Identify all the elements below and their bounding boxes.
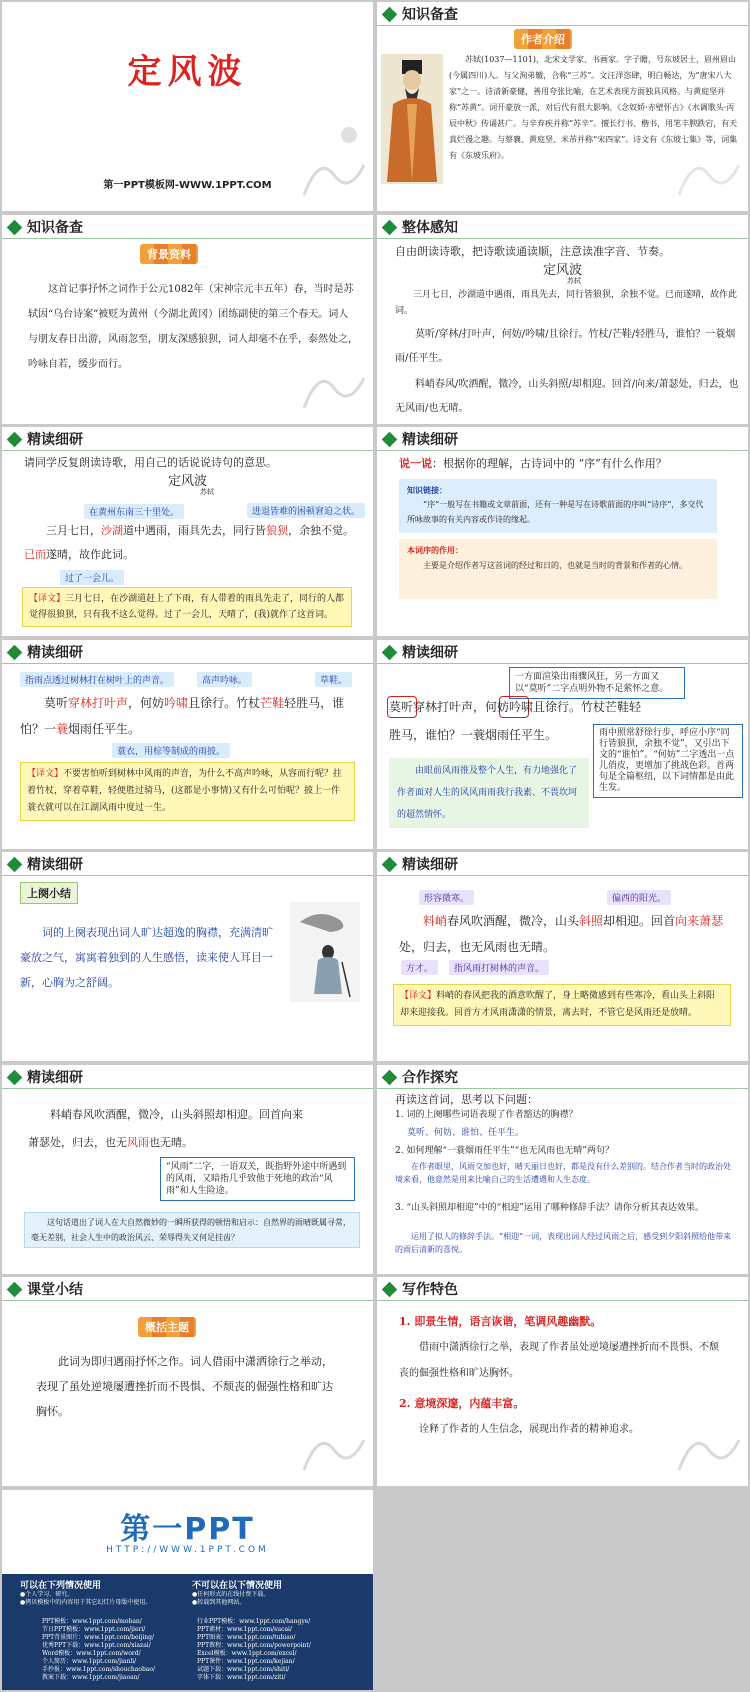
note-label: 【译文】 <box>29 594 66 604</box>
resource-link[interactable]: 教案下载：www.1ppt.com/jiaoan/ <box>42 1674 140 1681</box>
poem-author: 苏轼 <box>200 488 214 496</box>
stanza-text <box>20 690 360 742</box>
highlight: 芒鞋 <box>260 696 285 710</box>
resource-link[interactable]: 行业PPT模板：www.1ppt.com/hangye/ <box>197 1618 311 1625</box>
highlight: 吟啸 <box>164 696 189 710</box>
gloss-yinxiao: 高声吟咏。 <box>197 672 252 687</box>
gloss-suo: 蓑衣，用棕等制成的雨披。 <box>112 743 230 758</box>
preface-sentence <box>24 519 364 567</box>
theme-summary: 此词为即归遇雨抒怀之作。词人借雨中潇洒徐行之举动，表现了虽处逆境屡遭挫折而不畏惧、不颓丧的倔强性格和旷达胸怀。 <box>36 1355 333 1418</box>
stanza-line-2: 胜马，谁怕？一蓑烟雨任平生。 <box>389 728 558 742</box>
green-diamond-icon <box>382 431 398 447</box>
su-shi-portrait <box>381 54 443 184</box>
slide-header <box>377 640 748 664</box>
box-title: 知识链接： <box>407 485 447 495</box>
green-diamond-icon <box>382 1069 398 1085</box>
slide-header <box>377 215 748 239</box>
header-text: 精读细研 <box>402 432 458 448</box>
highlight-fengyu: 风雨 <box>127 1136 149 1149</box>
author-ribbon: 作者介绍 <box>514 29 572 49</box>
stanza-line-1: 莫听穿林打叶声，何妨吟啸且徐行。竹杖芒鞋轻 <box>389 700 642 714</box>
text: 处，归去，也无风雨也无晴。 <box>399 940 556 954</box>
callout-fengyu: “风雨”二字，一语双关，既指野外途中所遇到的风雨，又暗指几乎致他于死地的政治“风雨”和人生险途。 <box>160 1157 355 1201</box>
knowledge-link-box <box>399 479 717 533</box>
translation-note <box>20 762 355 821</box>
slide-14-writing-features[interactable] <box>377 1277 748 1486</box>
header-text: 课堂小结 <box>27 1282 83 1298</box>
slide-5-preface[interactable] <box>2 427 373 636</box>
header-text: 整体感知 <box>402 220 458 236</box>
box-title: 本词序的作用： <box>407 545 463 555</box>
credits-top <box>2 1490 373 1574</box>
green-diamond-icon <box>7 431 23 447</box>
stanza-line-1: 料峭春风吹酒醒，微冷，山头斜照却相迎。回首向来 <box>50 1108 303 1121</box>
resource-link[interactable]: PPT课件：www.1ppt.com/kejian/ <box>197 1658 295 1665</box>
translation-note <box>393 984 731 1026</box>
green-diamond-icon <box>382 856 398 872</box>
question-2: 2. 如何理解“一蓑烟雨任平生”“也无风雨也无晴”两句？ <box>395 1146 614 1156</box>
note-label: 【译文】 <box>27 769 64 779</box>
highlight-yier: 已而 <box>24 548 46 561</box>
slide-header <box>2 852 373 876</box>
text: 却相迎。回 <box>603 914 664 928</box>
slide-header <box>377 427 748 451</box>
slide-header <box>377 1277 748 1301</box>
brand-url: HTTP://WWW.1PPT.COM <box>106 1545 269 1555</box>
poem-title: 定风波 <box>542 263 582 278</box>
slide-12-cooperation[interactable] <box>377 1065 748 1274</box>
gloss-mangxie: 草鞋。 <box>315 672 352 687</box>
summary-text: 词的上阕表现出词人旷达超逸的胸襟，充满清旷豪放之气，寓寓着独到的人生感悟，读来使人耳目一新，心胸为之舒阔。 <box>20 926 273 989</box>
box-text: 主要是介绍作者写这首词的经过和日的，也就是当时的背景和作者的心情。 <box>423 561 687 570</box>
header-text: 精读细研 <box>27 432 83 448</box>
reading-intro: 请同学反复朗读诗歌，用自己的话说说诗句的意思。 <box>24 456 277 469</box>
slide-4-overview[interactable] <box>377 215 748 424</box>
stanza-line-2 <box>28 1129 368 1157</box>
slide-15-credits[interactable] <box>2 1490 373 1690</box>
gloss-xianglai: 方才。 <box>401 960 438 975</box>
question-1: 1. 词的上阕哪些词语表现了作者豁达的胸襟？ <box>395 1110 578 1120</box>
green-diamond-icon <box>382 1281 398 1297</box>
text: 首 <box>663 914 676 928</box>
header-text: 精读细研 <box>402 857 458 873</box>
translation-note <box>22 587 352 627</box>
ink-landscape-decoration <box>299 328 369 418</box>
resource-link[interactable]: PPT模板：www.1ppt.com/moban/ <box>42 1618 142 1625</box>
title-red: 定风波 <box>127 52 248 92</box>
links-left <box>42 1618 192 1682</box>
slide-8-analysis[interactable] <box>377 640 748 849</box>
poem-preface: 三月七日，沙湖道中遇雨，雨具先去，同行皆狼狈，余独不觉。已而遂晴，故作此词。 <box>395 290 738 316</box>
feature-2-body: 诠释了作者的人生信念，展现出作者的精神追求。 <box>419 1424 639 1435</box>
answer-1: 莫听、何妨、谁怕、任平生。 <box>407 1128 525 1138</box>
theme-ribbon: 概括主题 <box>138 1317 196 1337</box>
resource-link[interactable]: PPT素材：www.1ppt.com/sucai/ <box>197 1626 293 1633</box>
gloss-langbei: 进退皆难的困顿窘迫之状。 <box>247 503 365 518</box>
ink-landscape-decoration <box>674 115 744 205</box>
text: 三月七日， <box>46 524 101 537</box>
green-diamond-icon <box>7 1069 23 1085</box>
text: 轻胜马，谁怕？一 <box>20 696 345 736</box>
resource-link[interactable]: 字体下载：www.1ppt.com/ziti/ <box>197 1674 286 1681</box>
slide-13-class-summary[interactable] <box>2 1277 373 1486</box>
allowed-item: ●拷贝模板中的内容用于其它幻灯片母版中使用。 <box>20 1599 152 1606</box>
highlight: 穿林打叶声 <box>68 696 129 710</box>
text: 春风吹酒醒，微冷，山头 <box>447 914 580 928</box>
gloss-chuanlin: 指雨点透过树林打在树叶上的声音。 <box>20 672 174 687</box>
discuss-label: 说一说 <box>399 457 432 470</box>
green-diamond-icon <box>7 219 23 235</box>
credits-bottom <box>2 1574 373 1690</box>
highlight: 料峭 <box>423 914 448 928</box>
green-diamond-icon <box>7 644 23 660</box>
poem-stanza-1: 莫听/穿林/打叶声，何妨/吟啸/且徐行。竹杖/芒鞋/轻胜马，谁怕？一蓑烟雨/任平生。 <box>395 329 736 364</box>
text: 莫听 <box>44 696 69 710</box>
highlight: 斜照 <box>579 914 604 928</box>
background-text: 这首记事抒怀之词作于公元1082年（宋神宗元丰五年）春，当时是苏轼因“乌台诗案”被贬为黄州（今湖北黄冈）团练副使的第三个春天。词人与朋友春日出游，风雨忽至，朋友深感狼狈，词人却毫不在乎，泰然处之，吟咏自若，缓步而行。 <box>28 284 358 370</box>
ink-figure-painting <box>290 902 360 1002</box>
ink-landscape-decoration <box>299 1390 369 1480</box>
stanza-text <box>399 908 744 960</box>
gloss-yier: 过了一会儿。 <box>60 570 124 585</box>
gloss-shahu: 在黄州东南三十里处。 <box>84 504 184 519</box>
highlight: 蓑 <box>56 722 69 736</box>
poem-stanza-2: 料峭春风/吹酒醒，微冷，山头斜照/却相迎。回首/向来/萧瑟处，归去，也无风雨/也无晴。 <box>395 379 739 414</box>
slide-6-preface-function[interactable] <box>377 427 748 636</box>
poem-title: 定风波 <box>167 474 207 489</box>
green-diamond-icon <box>382 6 398 22</box>
forbidden-item: ●转载到其他网站。 <box>192 1599 246 1606</box>
analysis-summary: 由眼前风雨推及整个人生，有力地强化了作者面对人生的风风雨雨我行我素、不畏坎坷的超然情怀。 <box>389 758 589 828</box>
highlight-shahu: 沙湖 <box>101 524 123 537</box>
resource-link[interactable]: 节日PPT模板：www.1ppt.com/jieri/ <box>42 1626 146 1633</box>
feature-1-title: 1. 即景生情，语言诙谐，笔调风趣幽默。 <box>399 1315 602 1328</box>
feature-1-body: 借雨中潇洒徐行之举，表现了作者虽处逆境屡遭挫折而不畏惧、不颓丧的倔强性格和旷达胸怀。 <box>399 1342 719 1379</box>
slide-header <box>377 1065 748 1089</box>
summary-label: 上阕小结 <box>20 882 78 904</box>
note-text: 不要害怕听到树林中风雨的声音，为什么不高声吟咏，从容而行呢？拄着竹杖，穿着草鞋，轻便胜过骑马，(这都是小事情)又有什么可怕呢？披上一件蓑衣就可以在江湖风雨中度过一生。 <box>27 769 343 813</box>
resource-link[interactable]: 个人简历：www.1ppt.com/jianli/ <box>42 1658 137 1665</box>
green-diamond-icon <box>7 1281 23 1297</box>
slide-header <box>377 2 748 26</box>
slide-10-second-stanza[interactable] <box>377 852 748 1061</box>
text: 也无晴。 <box>149 1136 193 1149</box>
gloss-liaoqiao: 形容微寒。 <box>419 890 474 905</box>
preface-function-box <box>399 539 717 599</box>
note-label: 【译文】 <box>400 991 437 1001</box>
callout-mo-ting: 一方面渲染出雨骤风狂，另一方面又以“莫听”二字点明外物不足萦怀之意。 <box>509 667 685 699</box>
highlight-langbei: 狼狈 <box>266 524 288 537</box>
slide-header <box>2 427 373 451</box>
slide-1-title[interactable] <box>2 2 373 211</box>
links-right <box>197 1618 357 1682</box>
header-text: 知识备查 <box>402 7 458 23</box>
slide-7-first-stanza[interactable] <box>2 640 373 849</box>
brand-logo: 第一PPT <box>120 1512 255 1547</box>
forbidden-title: 不可以在以下情况使用 <box>192 1581 283 1591</box>
discussion-intro: 再读这首词，思考以下问题： <box>395 1093 538 1106</box>
text: 道中遇雨，雨具先去，同行皆 <box>123 524 266 537</box>
resource-link[interactable]: 手抄报：www.1ppt.com/shouchaobao/ <box>42 1666 155 1673</box>
text: 烟雨任平生。 <box>68 722 141 736</box>
slide-header <box>2 640 373 664</box>
ink-landscape-decoration <box>674 1390 744 1480</box>
answer-2: 在作者眼里，风雨交加也好，晴天丽日也好，都是没有什么差别的。结合作者当时的政治处境来看，他意然是用来比喻自己的生活遭遇和人生态度。 <box>395 1162 731 1184</box>
discussion-question: 说一说：根据你的理解，古诗词中的 “序”有什么作用？ <box>399 457 667 470</box>
slide-grid <box>2 2 748 1690</box>
box-text: “序”一般写在书籍或文章前面，还有一种是写在诗歌前面的序叫“诗序”，多交代所咏故事的有关内容或作诗的缘起。 <box>407 500 704 524</box>
text: ，余独不觉。 <box>288 524 354 537</box>
slide-3-background[interactable] <box>2 215 373 424</box>
poem-author: 苏轼 <box>567 277 581 285</box>
slide-header <box>2 215 373 239</box>
resource-link[interactable]: PPT图表：www.1ppt.com/tubiao/ <box>197 1634 296 1641</box>
site-subtitle: 第一PPT模板网-WWW.1PPT.COM <box>103 180 272 191</box>
note-text: 料峭的春风把我的酒意吹醒了，身上略微感到有些寒冷，看山头上斜阳却来迎接我。回首方才风雨潇潇的情景，离去时，不管它是风雨还是放晴。 <box>400 991 716 1018</box>
ink-landscape-decoration <box>299 115 369 205</box>
slide-11-fengyu[interactable] <box>2 1065 373 1274</box>
note-text: 三月七日，在沙湖道赶上了下雨，有人带着的雨具先走了，同行的人都觉得很狼狈，只有我不这么觉得。过了一会儿，天晴了，(我)就作了这首词。 <box>29 594 345 620</box>
slide-header <box>2 1065 373 1089</box>
header-text: 合作探究 <box>402 1070 458 1086</box>
highlight: 向来萧瑟 <box>675 914 724 928</box>
forbidden-item: ●任何形式的在线付费下载。 <box>192 1591 270 1598</box>
header-text: 精读细研 <box>402 645 458 661</box>
text: 且徐行。竹杖 <box>188 696 261 710</box>
green-diamond-icon <box>7 856 23 872</box>
feature-2-title: 2. 意境深邃，内蕴丰富。 <box>399 1397 525 1410</box>
resource-link[interactable]: Excel模板：www.1ppt.com/excel/ <box>197 1650 297 1657</box>
insight-summary: 这句话道出了词人在大自然微妙的一瞬所获得的顿悟和启示：自然界的雨晴既属寻常，毫无差别，社会人生中的政治风云、荣辱得失又何足挂齿？ <box>24 1212 360 1248</box>
allowed-title: 可以在下列情况使用 <box>20 1581 102 1591</box>
overview-intro: 自由朗读诗歌，把诗歌读通读顺，注意读准字音、节奏。 <box>395 245 670 258</box>
background-ribbon: 背景资料 <box>140 244 198 264</box>
green-diamond-icon <box>382 644 398 660</box>
resource-link[interactable]: 优秀PPT下载：www.1ppt.com/xiazai/ <box>42 1642 151 1649</box>
header-text: 精读细研 <box>27 857 83 873</box>
gloss-xiezhao: 偏西的阳光。 <box>607 890 671 905</box>
header-text: 精读细研 <box>27 1070 83 1086</box>
allowed-item: ●个人学习、研究。 <box>20 1591 74 1598</box>
header-text: 写作特色 <box>402 1282 458 1298</box>
resource-link[interactable]: PPT背景图片：www.1ppt.com/beijing/ <box>42 1634 154 1641</box>
question-3: 3. “山头斜照却相迎”中的“相迎”运用了哪种修辞手法？请你分析其表达效果。 <box>395 1203 704 1213</box>
slide-9-summary[interactable] <box>2 852 373 1061</box>
gloss-xiaose: 指风雨打树林的声音。 <box>449 960 549 975</box>
slide-2-author[interactable] <box>377 2 748 211</box>
resource-link[interactable]: 试题下载：www.1ppt.com/shiti/ <box>197 1666 290 1673</box>
answer-3: 运用了拟人的修辞手法。“相迎”一词，表现出词人经过风雨之后，感受到夕阳斜照给他带来的雨后清新的喜悦。 <box>395 1232 732 1254</box>
slide-header <box>377 852 748 876</box>
text: 萧瑟处，归去，也无 <box>28 1136 127 1149</box>
callout-xu-xing: 雨中照常舒徐行步，呼应小序“同行皆狼狈，余独不觉”，又引出下文的“谁怕”。“何妨”二字透出一点儿俏皮，更增加了挑战色彩。首两句是全篇枢纽，以下词情都是由此生发。 <box>593 724 743 798</box>
author-intro-text: 苏轼(1037—1101)，北宋文学家、书画家。字子瞻，号东坡居士，眉州眉山(今属四川)人。与父洵弟辙，合称“三苏”。文汪洋恣肆，明白畅达，为“唐宋八大家”之一。诗清新豪健，善用夸张比喻，在艺术表现方面独具风格。与黄庭坚并称“苏黄”。词开豪放一派，对后代有很大影响。《念奴娇·赤壁怀古》《水调歌头·丙辰中秋》传诵甚广。与辛弃疾并称“苏辛”。擅长行书、楷书，用笔丰腴跌宕，有天真烂漫之趣。与蔡襄、黄庭坚、米芾并称“宋四家”。诗文有《东坡七集》等，词集有《东坡乐府》。 <box>449 55 738 160</box>
resource-link[interactable]: PPT教程：www.1ppt.com/powerpoint/ <box>197 1642 311 1649</box>
text: ，何妨 <box>128 696 165 710</box>
text: 遂晴，故作此词。 <box>46 548 134 561</box>
resource-link[interactable]: Word模板：www.1ppt.com/word/ <box>42 1650 141 1657</box>
slide-header <box>2 1277 373 1301</box>
question-text: 根据你的理解，古诗词中的 “序”有什么作用？ <box>443 457 667 470</box>
green-diamond-icon <box>382 219 398 235</box>
header-text: 精读细研 <box>27 645 83 661</box>
header-text: 知识备查 <box>27 220 83 236</box>
